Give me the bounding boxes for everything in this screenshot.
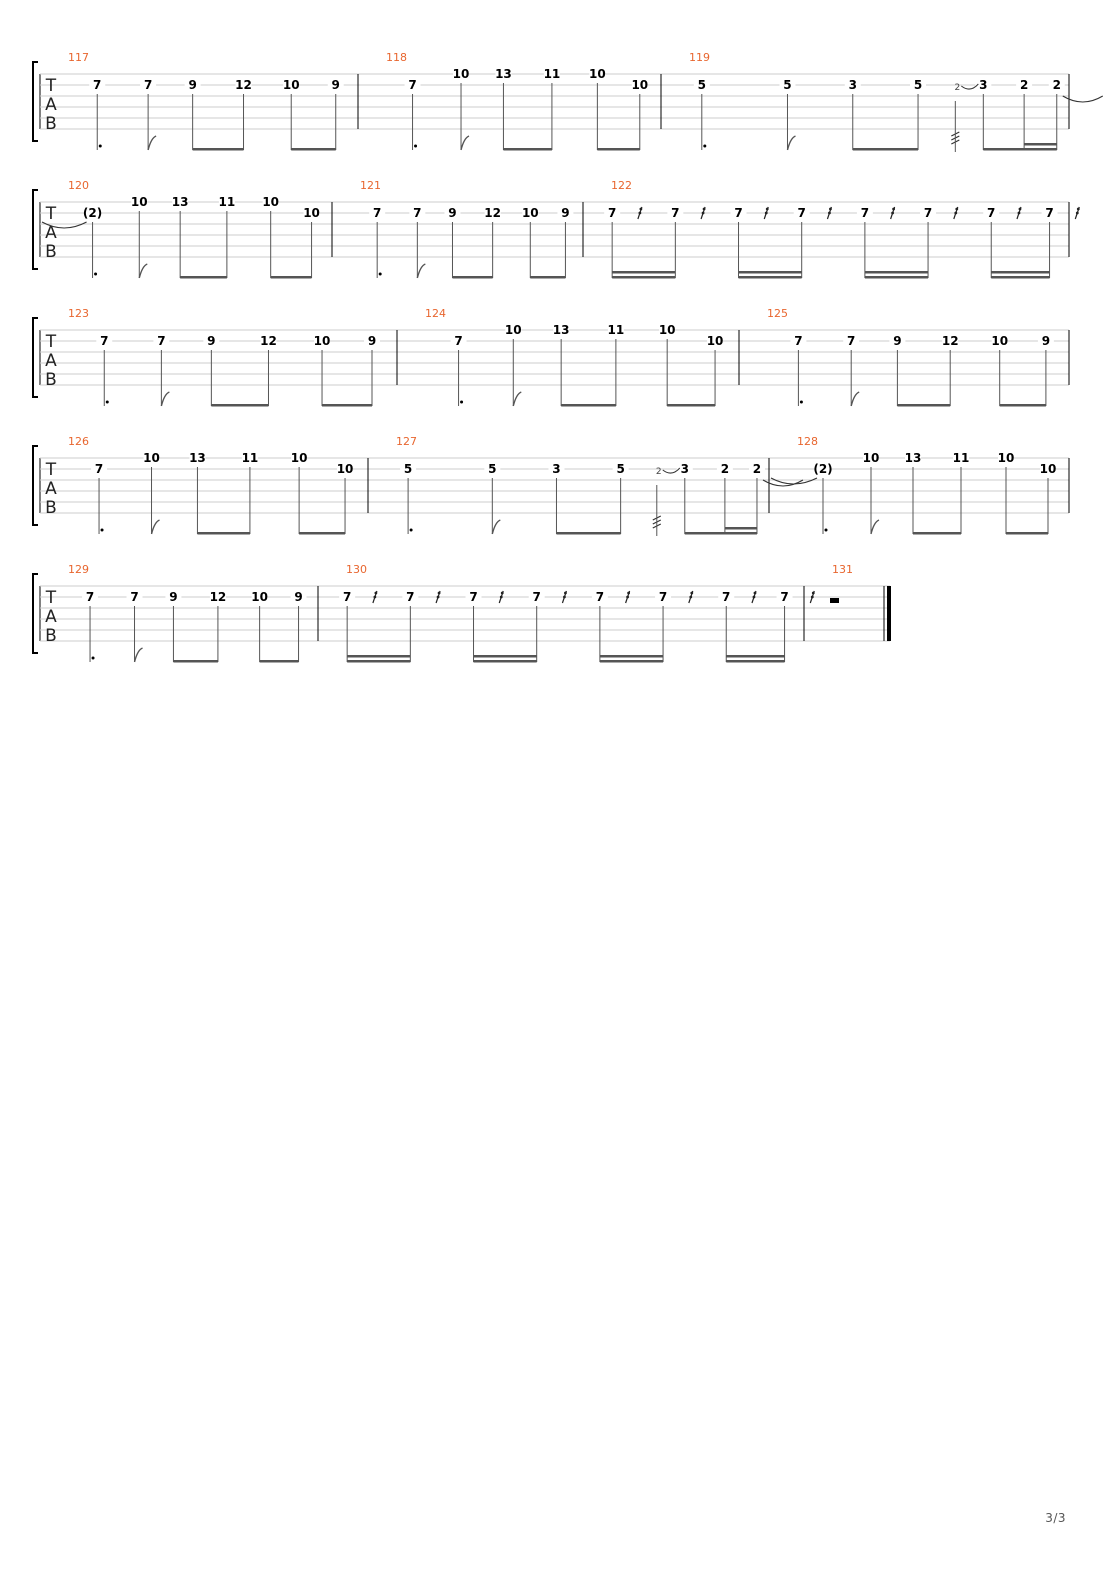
fret-number: 12 <box>235 78 252 92</box>
rest-dot <box>753 596 756 599</box>
rest-dot <box>812 592 815 595</box>
system-bracket <box>33 318 38 397</box>
measure-number: 125 <box>767 307 788 320</box>
measure-number: 123 <box>68 307 89 320</box>
beam <box>211 404 268 407</box>
rest-dot <box>627 592 630 595</box>
fret-number: 7 <box>923 206 933 220</box>
tab-clef-letter: B <box>45 370 57 390</box>
measure-number: 130 <box>346 563 367 576</box>
beam <box>853 148 918 151</box>
fret-number: 2 <box>1019 78 1029 92</box>
fret-number: 3 <box>680 462 689 476</box>
fret-number: 7 <box>595 590 605 604</box>
duration-dot <box>92 657 95 660</box>
beam-secondary <box>1024 143 1057 146</box>
beam <box>299 532 345 535</box>
fret-number: 11 <box>218 195 236 209</box>
beam <box>913 532 961 535</box>
rest-dot <box>690 592 693 595</box>
rest-dot <box>765 212 768 215</box>
beam <box>530 276 565 279</box>
rest-dot <box>811 596 814 599</box>
fret-number: 13 <box>189 451 206 465</box>
fret-number: 12 <box>209 590 227 604</box>
measure-number: 126 <box>68 435 89 448</box>
fret-number: 10 <box>282 78 300 92</box>
fret-number: 5 <box>783 78 792 92</box>
duration-dot <box>94 273 97 276</box>
tab-system <box>33 307 1069 407</box>
measure <box>425 307 739 407</box>
tab-system <box>33 51 1103 152</box>
beam <box>685 532 757 535</box>
fret-number: 10 <box>658 323 676 337</box>
fret-number: 5 <box>913 78 923 92</box>
rest-dot <box>1077 208 1080 211</box>
beam-secondary <box>725 527 757 530</box>
measure <box>386 51 661 151</box>
rest-dot <box>501 592 504 595</box>
duration-dot <box>410 529 413 532</box>
measure-number: 124 <box>425 307 446 320</box>
eighth-flag <box>161 392 169 406</box>
beam <box>865 276 928 279</box>
rest-dot <box>954 212 957 215</box>
beam-secondary <box>474 655 537 658</box>
beam <box>739 276 802 279</box>
grace-fret-number: 2 <box>655 467 662 477</box>
measure <box>360 179 583 279</box>
fret-number: 7 <box>373 206 382 220</box>
fret-number: 7 <box>1045 206 1054 220</box>
fret-number: 2 <box>1052 78 1061 92</box>
beam <box>600 660 663 663</box>
fret-number: 7 <box>94 462 104 476</box>
tab-clef-letter: T <box>45 76 57 96</box>
eighth-flag <box>851 392 859 406</box>
tie-arc <box>771 478 817 484</box>
measure-number: 120 <box>68 179 89 192</box>
measure-number: 128 <box>797 435 818 448</box>
fret-number: 11 <box>241 451 259 465</box>
fret-number: 5 <box>488 462 497 476</box>
eighth-flag <box>461 136 469 150</box>
fret-number: 13 <box>495 67 512 81</box>
rest-dot <box>1018 212 1021 215</box>
beam <box>291 148 336 151</box>
rest-dot <box>1076 212 1079 215</box>
eighth-flag <box>135 648 143 662</box>
fret-number: 10 <box>262 195 280 209</box>
eighth-flag <box>787 136 795 150</box>
fret-number: 7 <box>100 334 109 348</box>
fret-number: 7 <box>406 590 415 604</box>
fret-number: 7 <box>342 590 352 604</box>
fret-number: (2) <box>82 206 103 220</box>
rest-dot <box>564 592 567 595</box>
fret-number: 10 <box>452 67 470 81</box>
rest-dot <box>437 596 440 599</box>
measure-number: 119 <box>689 51 710 64</box>
fret-number: 9 <box>207 334 216 348</box>
fret-number: 10 <box>303 206 320 220</box>
duration-dot <box>101 529 104 532</box>
fret-number: 9 <box>294 590 303 604</box>
fret-number: 7 <box>408 78 417 92</box>
fret-number: 12 <box>484 206 501 220</box>
beam <box>1000 404 1046 407</box>
beam <box>1006 532 1048 535</box>
beam-secondary <box>347 655 410 658</box>
fret-number: 10 <box>336 462 354 476</box>
fret-number: 3 <box>848 78 857 92</box>
fret-number: 12 <box>260 334 277 348</box>
beam <box>597 148 639 151</box>
beam <box>193 148 244 151</box>
tab-clef-letter: A <box>45 95 57 115</box>
final-barline-thick <box>887 586 891 641</box>
measure <box>42 179 332 279</box>
beam <box>197 532 249 535</box>
fret-number: 7 <box>130 590 139 604</box>
fret-number: 7 <box>797 206 806 220</box>
fret-number: 9 <box>331 78 340 92</box>
beam <box>173 660 217 663</box>
fret-number: 7 <box>780 590 789 604</box>
measure-number: 118 <box>386 51 407 64</box>
duration-dot <box>99 145 102 148</box>
fret-number: 10 <box>1039 462 1057 476</box>
fret-number: 7 <box>658 590 668 604</box>
system-bracket <box>33 574 38 653</box>
rest-dot <box>689 596 692 599</box>
system-bracket <box>33 446 38 525</box>
fret-number: 5 <box>697 78 706 92</box>
eighth-flag <box>492 520 500 534</box>
measure <box>830 563 891 641</box>
beam <box>991 276 1049 279</box>
fret-number: 10 <box>706 334 724 348</box>
fret-number: 13 <box>171 195 189 209</box>
tab-clef-letter: B <box>45 626 57 646</box>
rest-dot <box>374 592 377 595</box>
fret-number: 10 <box>997 451 1015 465</box>
rest-dot <box>891 212 894 215</box>
fret-number: 10 <box>290 451 308 465</box>
fret-number: 11 <box>952 451 970 465</box>
fret-number: 5 <box>403 462 413 476</box>
measure-number: 122 <box>611 179 632 192</box>
rest-dot <box>563 596 566 599</box>
rest-dot <box>500 596 503 599</box>
beam <box>452 276 492 279</box>
beam <box>347 660 410 663</box>
duration-dot <box>800 401 803 404</box>
beam-secondary <box>991 271 1049 274</box>
fret-number: 7 <box>607 206 617 220</box>
measure <box>68 563 318 663</box>
tab-clef-letter: A <box>45 607 57 627</box>
rest-dot <box>766 208 769 211</box>
fret-number: 7 <box>532 590 541 604</box>
grace-fret-number: 2 <box>954 83 961 93</box>
fret-number: 10 <box>130 195 148 209</box>
fret-number: 7 <box>93 78 102 92</box>
eighth-flag <box>152 520 160 534</box>
fret-number: 5 <box>616 462 625 476</box>
beam-secondary <box>865 271 928 274</box>
duration-dot <box>106 401 109 404</box>
page-number: 3/3 <box>1045 1511 1066 1525</box>
fret-number: 9 <box>1041 334 1051 348</box>
fret-number: 7 <box>413 206 422 220</box>
measure-number: 129 <box>68 563 89 576</box>
tab-clef-letter: A <box>45 223 57 243</box>
measure <box>339 563 815 663</box>
fret-number: 11 <box>543 67 561 81</box>
duration-dot <box>460 401 463 404</box>
fret-number: 13 <box>552 323 570 337</box>
fret-number: 7 <box>794 334 803 348</box>
fret-number: 10 <box>589 67 606 81</box>
measure <box>767 307 1069 407</box>
fret-number: 13 <box>904 451 922 465</box>
eighth-flag <box>417 264 425 278</box>
duration-dot <box>825 529 828 532</box>
fret-number: 7 <box>143 78 153 92</box>
fret-number: 10 <box>504 323 522 337</box>
fret-number: 9 <box>367 334 377 348</box>
measure-number: 117 <box>68 51 89 64</box>
measure-number: 131 <box>832 563 853 576</box>
eighth-flag <box>148 136 156 150</box>
tab-system <box>33 435 1069 536</box>
beam <box>667 404 715 407</box>
measure <box>68 435 368 535</box>
tab-clef-letter: T <box>45 460 57 480</box>
duration-dot <box>414 145 417 148</box>
measure-number: 121 <box>360 179 381 192</box>
duration-dot <box>379 273 382 276</box>
fret-number: 9 <box>561 206 570 220</box>
fret-number: 10 <box>251 590 268 604</box>
tab-clef-letter: T <box>45 332 57 352</box>
tab-clef-letter: A <box>45 479 57 499</box>
beam-secondary <box>600 655 663 658</box>
fret-number: 9 <box>188 78 197 92</box>
rest-dot <box>639 208 642 211</box>
fret-number: 12 <box>941 334 959 348</box>
fret-number: 7 <box>847 334 856 348</box>
fret-number: 3 <box>552 462 561 476</box>
fret-number: 7 <box>722 590 731 604</box>
measure <box>396 435 803 536</box>
rest-dot <box>1019 208 1022 211</box>
rest-dot <box>703 208 706 211</box>
rest-dot <box>829 208 832 211</box>
beam-secondary <box>612 271 675 274</box>
rest-dot <box>638 212 641 215</box>
beam <box>983 148 1056 151</box>
beam <box>726 660 784 663</box>
rest-dot <box>438 592 441 595</box>
fret-number: 7 <box>860 206 870 220</box>
half-rest <box>830 598 839 603</box>
fret-number: 2 <box>752 462 762 476</box>
fret-number: 9 <box>893 334 902 348</box>
rest-dot <box>626 596 629 599</box>
fret-number: 10 <box>862 451 880 465</box>
fret-number: 9 <box>169 590 178 604</box>
tab-clef-letter: A <box>45 351 57 371</box>
fret-number: 10 <box>313 334 331 348</box>
tab-clef-letter: T <box>45 204 57 224</box>
fret-number: 7 <box>157 334 166 348</box>
fret-number: 9 <box>448 206 457 220</box>
fret-number: 7 <box>85 590 95 604</box>
fret-number: 10 <box>991 334 1009 348</box>
beam-secondary <box>726 655 784 658</box>
system-bracket <box>33 190 38 269</box>
beam <box>322 404 372 407</box>
beam <box>180 276 227 279</box>
rest-dot <box>373 596 376 599</box>
fret-number: 11 <box>607 323 625 337</box>
rest-dot <box>754 592 757 595</box>
tab-system <box>33 563 891 663</box>
beam <box>260 660 299 663</box>
tab-clef-letter: T <box>45 588 57 608</box>
tab-system <box>33 179 1080 279</box>
fret-number: 7 <box>987 206 996 220</box>
eighth-flag <box>139 264 147 278</box>
rest-dot <box>828 212 831 215</box>
beam <box>561 404 616 407</box>
eighth-flag <box>513 392 521 406</box>
measure <box>68 51 358 151</box>
system-bracket <box>33 62 38 141</box>
measure <box>771 435 1069 535</box>
beam <box>474 660 537 663</box>
fret-number: 7 <box>469 590 478 604</box>
rest-dot <box>955 208 958 211</box>
fret-number: 2 <box>720 462 730 476</box>
fret-number: 10 <box>143 451 160 465</box>
measure <box>68 307 397 407</box>
duration-dot <box>703 145 706 148</box>
fret-number: 7 <box>734 206 743 220</box>
fret-number: 3 <box>979 78 988 92</box>
beam <box>556 532 620 535</box>
fret-number: 10 <box>631 78 649 92</box>
beam <box>897 404 950 407</box>
beam <box>612 276 675 279</box>
measure <box>604 179 1080 279</box>
rest-dot <box>892 208 895 211</box>
fret-number: 7 <box>454 334 463 348</box>
fret-number: (2) <box>813 462 833 476</box>
tab-clef-letter: B <box>45 242 57 262</box>
beam-secondary <box>739 271 802 274</box>
rest-dot <box>702 212 705 215</box>
beam <box>271 276 312 279</box>
beam <box>503 148 551 151</box>
measure <box>689 51 1103 152</box>
tab-clef-letter: B <box>45 498 57 518</box>
tab-clef-letter: B <box>45 114 57 134</box>
fret-number: 10 <box>521 206 539 220</box>
eighth-flag <box>871 520 879 534</box>
measure-number: 127 <box>396 435 417 448</box>
fret-number: 7 <box>671 206 680 220</box>
